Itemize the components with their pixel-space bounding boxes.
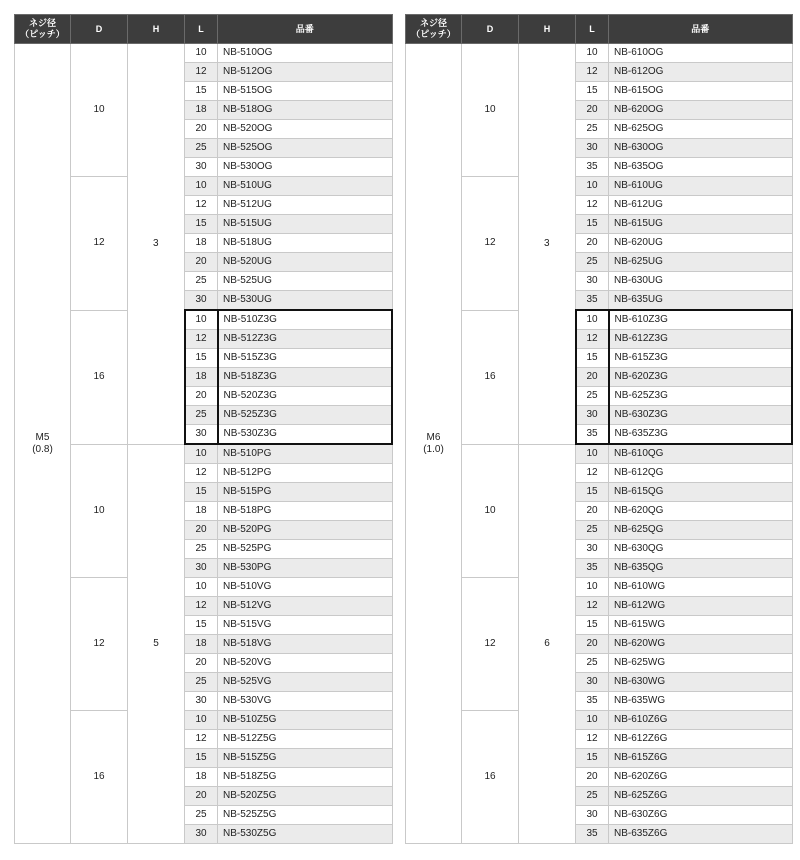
part-number-cell: NB-612Z3G [609,330,793,349]
part-number-cell: NB-630Z6G [609,806,793,825]
header-part-number: 品番 [218,15,393,44]
length-cell: 10 [576,310,609,330]
part-number-cell: NB-520UG [218,253,393,272]
length-cell: 20 [576,368,609,387]
part-number-cell: NB-530OG [218,158,393,177]
part-number-cell: NB-615Z6G [609,749,793,768]
part-number-cell: NB-615WG [609,616,793,635]
length-cell: 12 [185,63,218,82]
length-cell: 35 [576,692,609,711]
length-cell: 25 [576,654,609,673]
length-cell: 25 [185,139,218,158]
length-cell: 10 [576,444,609,464]
part-number-cell: NB-625OG [609,120,793,139]
part-number-cell: NB-515PG [218,483,393,502]
part-number-cell: NB-515VG [218,616,393,635]
length-cell: 18 [185,101,218,120]
length-cell: 30 [576,540,609,559]
length-cell: 35 [576,825,609,844]
part-number-cell: NB-620OG [609,101,793,120]
length-cell: 15 [185,215,218,234]
part-number-cell: NB-610Z6G [609,711,793,730]
part-number-cell: NB-630WG [609,673,793,692]
length-cell: 30 [576,673,609,692]
length-cell: 30 [185,158,218,177]
length-cell: 25 [576,120,609,139]
length-cell: 20 [185,787,218,806]
length-cell: 15 [185,616,218,635]
length-cell: 12 [185,196,218,215]
table-row [15,44,393,63]
header-h: H [519,15,576,44]
part-number-cell: NB-518Z3G [218,368,393,387]
part-number-cell: NB-530UG [218,291,393,311]
table-row [15,444,393,464]
part-number-cell: NB-615QG [609,483,793,502]
part-number-cell: NB-635UG [609,291,793,311]
length-cell: 30 [185,692,218,711]
length-cell: 20 [185,120,218,139]
length-cell: 25 [185,806,218,825]
length-cell: 15 [576,749,609,768]
part-number-cell: NB-515OG [218,82,393,101]
thread-pitch: (1.0) [423,443,444,455]
part-number-cell: NB-630Z3G [609,406,793,425]
part-number-cell: NB-625UG [609,253,793,272]
part-number-cell: NB-518PG [218,502,393,521]
length-cell: 30 [185,825,218,844]
length-cell: 10 [185,444,218,464]
diameter-cell: 10 [462,44,519,177]
part-number-cell: NB-518VG [218,635,393,654]
length-cell: 12 [185,597,218,616]
table-row [15,177,393,196]
part-number-cell: NB-620QG [609,502,793,521]
length-cell: 18 [185,768,218,787]
table-row [15,578,393,597]
part-number-cell: NB-520Z3G [218,387,393,406]
part-number-cell: NB-635OG [609,158,793,177]
part-number-cell: NB-520PG [218,521,393,540]
part-number-cell: NB-625WG [609,654,793,673]
part-number-cell: NB-515Z3G [218,349,393,368]
length-cell: 12 [576,330,609,349]
part-number-cell: NB-610Z3G [609,310,793,330]
part-number-cell: NB-510UG [218,177,393,196]
length-cell: 10 [185,578,218,597]
length-cell: 35 [576,425,609,445]
part-number-cell: NB-510Z3G [218,310,393,330]
diameter-cell: 12 [462,177,519,311]
header-l: L [185,15,218,44]
part-number-cell: NB-520Z5G [218,787,393,806]
length-cell: 25 [185,673,218,692]
part-number-cell: NB-620WG [609,635,793,654]
table-header-row [15,15,393,44]
table-row [15,711,393,730]
length-cell: 10 [185,711,218,730]
table-row [406,711,793,730]
diameter-cell: 12 [71,578,128,711]
diameter-cell: 10 [462,444,519,578]
length-cell: 12 [576,730,609,749]
part-number-cell: NB-510OG [218,44,393,63]
table-row [406,177,793,196]
part-number-cell: NB-510VG [218,578,393,597]
diameter-cell: 10 [71,444,128,578]
length-cell: 30 [576,272,609,291]
length-cell: 15 [185,749,218,768]
part-number-cell: NB-518OG [218,101,393,120]
length-cell: 25 [185,272,218,291]
part-number-cell: NB-530VG [218,692,393,711]
length-cell: 15 [576,82,609,101]
table-row [406,444,793,464]
diameter-cell: 16 [462,711,519,844]
part-number-cell: NB-530PG [218,559,393,578]
length-cell: 15 [576,483,609,502]
length-cell: 20 [576,502,609,521]
thread-pitch: (0.8) [32,443,53,455]
part-number-cell: NB-612QG [609,464,793,483]
thread-size: M6 [426,431,441,443]
length-cell: 35 [576,158,609,177]
header-thread-pitch: ネジ径 （ピッチ） [15,15,71,44]
length-cell: 12 [185,330,218,349]
part-number-cell: NB-612WG [609,597,793,616]
part-number-cell: NB-525PG [218,540,393,559]
height-cell: 6 [519,444,576,844]
part-number-cell: NB-518Z5G [218,768,393,787]
part-number-cell: NB-525UG [218,272,393,291]
part-number-cell: NB-520OG [218,120,393,139]
diameter-cell: 12 [71,177,128,311]
diameter-cell: 16 [462,310,519,444]
length-cell: 30 [185,559,218,578]
part-number-cell: NB-620Z6G [609,768,793,787]
length-cell: 18 [185,635,218,654]
part-number-cell: NB-630QG [609,540,793,559]
part-number-cell: NB-610WG [609,578,793,597]
length-cell: 20 [576,768,609,787]
part-number-cell: NB-525Z5G [218,806,393,825]
part-number-cell: NB-510PG [218,444,393,464]
spec-table-m6 [405,14,793,844]
diameter-cell: 16 [71,711,128,844]
length-cell: 25 [576,253,609,272]
length-cell: 12 [185,730,218,749]
thread-size: M5 [35,431,50,443]
length-cell: 25 [185,540,218,559]
length-cell: 30 [185,291,218,311]
part-number-cell: NB-610OG [609,44,793,63]
part-number-cell: NB-635Z3G [609,425,793,445]
part-number-cell: NB-530Z5G [218,825,393,844]
length-cell: 20 [576,234,609,253]
diameter-cell: 10 [71,44,128,177]
diameter-cell: 12 [462,578,519,711]
length-cell: 18 [185,502,218,521]
length-cell: 12 [576,597,609,616]
part-number-cell: NB-512PG [218,464,393,483]
length-cell: 10 [576,44,609,63]
part-number-cell: NB-512OG [218,63,393,82]
part-number-cell: NB-620Z3G [609,368,793,387]
header-part-number: 品番 [609,15,793,44]
part-number-cell: NB-525Z3G [218,406,393,425]
length-cell: 12 [185,464,218,483]
length-cell: 25 [576,387,609,406]
length-cell: 15 [185,82,218,101]
part-number-cell: NB-612UG [609,196,793,215]
length-cell: 18 [185,368,218,387]
length-cell: 12 [576,464,609,483]
length-cell: 10 [185,44,218,63]
part-number-cell: NB-520VG [218,654,393,673]
length-cell: 10 [576,578,609,597]
part-number-cell: NB-615OG [609,82,793,101]
length-cell: 20 [185,253,218,272]
table-row [406,44,793,63]
length-cell: 20 [185,654,218,673]
length-cell: 30 [185,425,218,445]
length-cell: 20 [576,101,609,120]
part-number-cell: NB-625Z3G [609,387,793,406]
spec-table-m5 [14,14,393,844]
part-number-cell: NB-525OG [218,139,393,158]
part-number-cell: NB-518UG [218,234,393,253]
part-number-cell: NB-510Z5G [218,711,393,730]
height-cell: 3 [128,44,185,445]
part-number-cell: NB-610UG [609,177,793,196]
part-number-cell: NB-615UG [609,215,793,234]
length-cell: 18 [185,234,218,253]
length-cell: 15 [185,483,218,502]
length-cell: 25 [576,787,609,806]
diameter-cell: 16 [71,310,128,444]
part-number-cell: NB-512UG [218,196,393,215]
length-cell: 25 [185,406,218,425]
header-d: D [71,15,128,44]
length-cell: 35 [576,291,609,311]
table-row [406,578,793,597]
part-number-cell: NB-630UG [609,272,793,291]
part-number-cell: NB-512Z3G [218,330,393,349]
height-cell: 3 [519,44,576,445]
part-number-cell: NB-610QG [609,444,793,464]
part-number-cell: NB-612OG [609,63,793,82]
length-cell: 30 [576,806,609,825]
length-cell: 25 [576,521,609,540]
part-number-cell: NB-515UG [218,215,393,234]
table-header-row [406,15,793,44]
part-number-cell: NB-620UG [609,234,793,253]
part-number-cell: NB-625QG [609,521,793,540]
length-cell: 12 [576,63,609,82]
length-cell: 10 [576,177,609,196]
part-number-cell: NB-635Z6G [609,825,793,844]
header-l: L [576,15,609,44]
length-cell: 15 [576,349,609,368]
part-number-cell: NB-612Z6G [609,730,793,749]
length-cell: 10 [576,711,609,730]
part-number-cell: NB-635QG [609,559,793,578]
part-number-cell: NB-615Z3G [609,349,793,368]
table-row [15,310,393,330]
length-cell: 12 [576,196,609,215]
table-row [406,310,793,330]
part-number-cell: NB-635WG [609,692,793,711]
length-cell: 10 [185,310,218,330]
length-cell: 10 [185,177,218,196]
thread-size-cell [15,44,71,844]
part-number-cell: NB-530Z3G [218,425,393,445]
part-number-cell: NB-630OG [609,139,793,158]
length-cell: 20 [185,521,218,540]
header-d: D [462,15,519,44]
header-h: H [128,15,185,44]
length-cell: 35 [576,559,609,578]
length-cell: 15 [576,616,609,635]
length-cell: 15 [185,349,218,368]
part-number-cell: NB-625Z6G [609,787,793,806]
length-cell: 20 [185,387,218,406]
header-thread-pitch: ネジ径 （ピッチ） [406,15,462,44]
length-cell: 30 [576,406,609,425]
length-cell: 30 [576,139,609,158]
length-cell: 15 [576,215,609,234]
length-cell: 20 [576,635,609,654]
thread-size-cell [406,44,462,844]
part-number-cell: NB-512VG [218,597,393,616]
part-number-cell: NB-512Z5G [218,730,393,749]
part-number-cell: NB-515Z5G [218,749,393,768]
height-cell: 5 [128,444,185,844]
part-number-cell: NB-525VG [218,673,393,692]
